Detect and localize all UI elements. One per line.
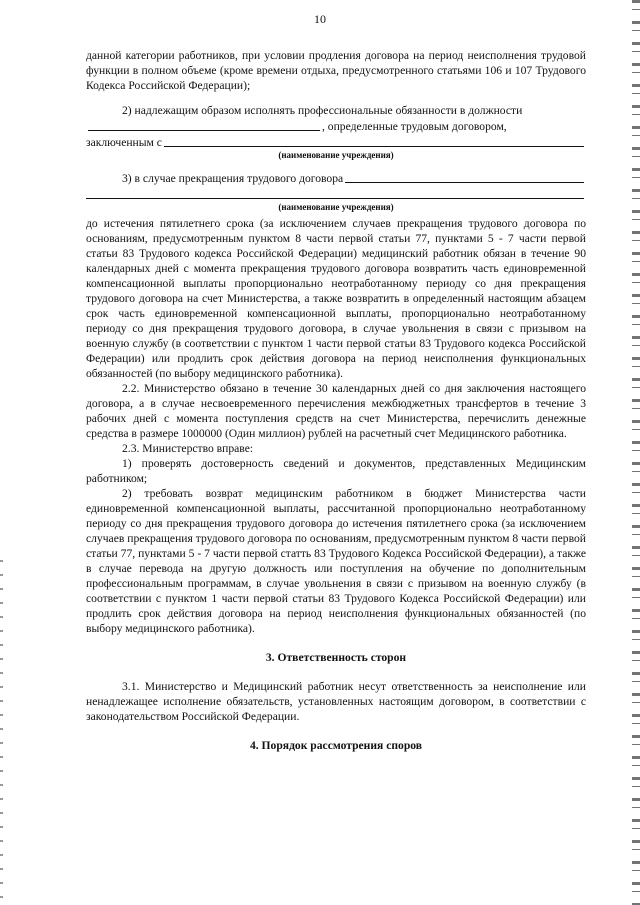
item3-line [86,170,586,186]
paragraph-3-1: 3.1. Министерство и Медицинский работник несут ответственность за неисполнение или ненадлежащее исполнение обязательств, установленных настоящим договором, в соответствии с законодательством Российской Федерации. [86,680,586,723]
scan-edge-marks [632,0,640,905]
paragraph-2-3-item1: 1) проверять достоверность сведений и документов, представленных Медицинским работником; [86,457,586,485]
section-3-heading: 3. Ответственность сторон [265,651,407,664]
item3-blank-field-2 [86,186,584,199]
institution-blank-field [164,134,584,147]
institution-caption: (наименование учреждения) [278,150,394,160]
item3-second-line [86,186,586,202]
item2-line1: 2) надлежащим образом исполнять профессиональные обязанности в должности [122,104,523,117]
intro-paragraph: данной категории работников, при условии продления договора на период неисполнения трудовой функции в полном объеме (кроме времени отдыха, предусмотренного статьями 106 и 107 Трудового Кодекса Российской Федерации); [86,49,586,92]
item3-line1: 3) в случае прекращения трудового договора [122,172,344,185]
paragraph-continuation: до истечения пятилетнего срока (за исключением случаев прекращения трудового договора по основаниям, предусмотренным пунктом 8 части первой статьи 77, пунктами 5 - 7 части первой статьи 83 Трудового кодекса Российской Федерации) медицинский работник обязан в течение 90 календарных дней с момента прекращения трудового договора возвратить часть единовременной компенсационной выплаты пропорционально неотработанному периоду со дня прекращения трудового договора на счет Министерства, а также возвратить в определенный настоящим абзацем срок часть единовременной компенсационной выплаты, пропорционально неотработанному периоду со дня прекращения трудового договора, в случае увольнения в связи с призывом на военную службу (в соответствии с пунктом 1 части первой статьи 83 Трудового кодекса Российской Федерации) или продлить срок действия договора на период неисполнения функциональных обязанностей (по выбору медицинского работника). [86,217,586,380]
institution-caption-2: (наименование учреждения) [278,202,394,212]
item2-line3-start: заключенным с [86,136,162,149]
item3-blank-field [345,170,584,183]
scan-left-edge-marks [0,560,3,900]
paragraph-2-2: 2.2. Министерство обязано в течение 30 календарных дней со дня заключения настоящего договора, а в случае несвоевременного перечисления межбюджетных трансфертов в течение 3 рабочих дней с момента поступления средств на счет Министерства, перечислить денежные средства в размере 1000000 (Один миллион) рублей на расчетный счет Медицинского работника. [86,382,586,440]
page-number: 10 [314,12,326,26]
item2-institution-line [86,134,586,150]
section-4-heading: 4. Порядок рассмотрения споров [249,739,423,752]
document-body [86,48,586,767]
position-blank-field [88,118,320,131]
paragraph-2-3-item2: 2) требовать возврат медицинским работником в бюджет Министерства части единовременной компенсационной выплаты, рассчитанной пропорционально неотработанному периоду со дня прекращения трудового договора до истечения пятилетнего срока (за исключением случаев прекращения трудового договора по основаниям, предусмотренным пунктом 8 части первой статьи 77, пунктами 5 - 7 части первой статть 83 Трудового Кодекса Российской Федерации), а также в случае перевода на другую должность или поступления на обучение по дополнительным профессиональным программам, в случае увольнения в связи с призывом на военную службу (в соответствии с пунктом 1 части первой статьи 83 Трудового Кодекса Российской Федерации) или продлить срок действия договора на период неисполнения функциональных обязанностей (по выбору медицинского работника). [86,487,586,635]
paragraph-2-3: 2.3. Министерство вправе: [122,442,254,455]
item2-position-line [86,118,586,134]
item2-line2-end: , определенные трудовым договором, [322,120,507,133]
